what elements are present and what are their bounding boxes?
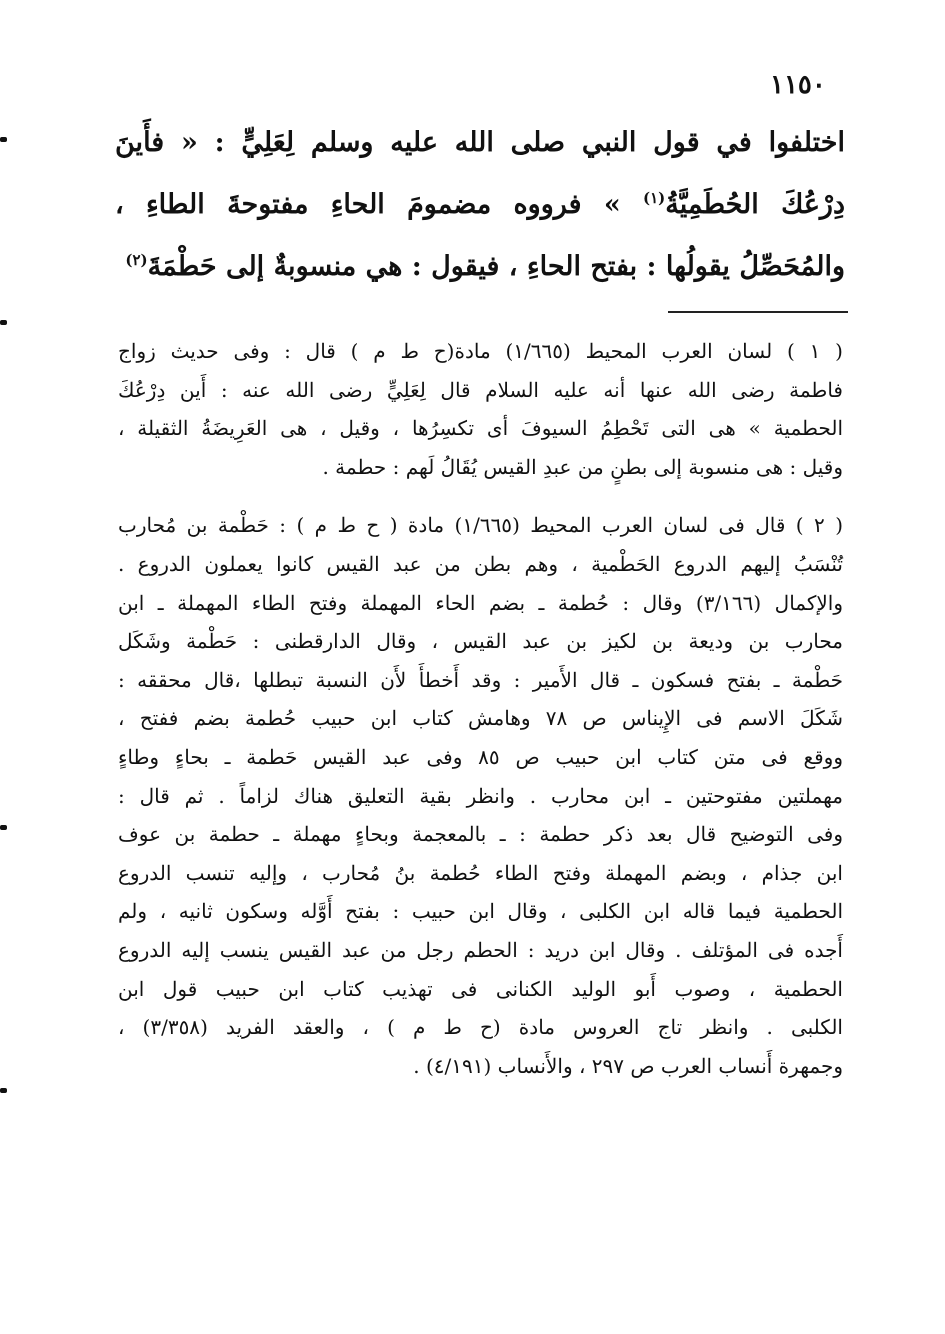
footnote-2-line: الحطمية ، وصوب أَبو الوليد الكنانى فى تهذيب كتاب ابن حبيب قول ابن [118, 976, 843, 1001]
footnote-2-line: وجمهرة أَنساب العرب ص ٢٩٧ ، والأَنساب (٤/١٩١) . [413, 1053, 843, 1078]
binding-mark [0, 1088, 7, 1093]
footnote-2-line: أَجده فى المؤتلف . وقال ابن دريد : الحطم رجل من عبد القيس ينسب إليه الدروع [118, 937, 843, 962]
footnote-2-line: حَطْمة ـ بفتح فسكون ـ قال الأَمير : وقد أَخطأَ لأَن النسبة تبطلها ،قال محققه : [118, 667, 843, 692]
main-line-2 [115, 174, 845, 236]
footnote-2-line: ووقع فى متن كتاب ابن حبيب ص ٨٥ وفى عبد القيس حَطمة ـ بحاءٍ وطاءٍ [118, 744, 843, 769]
binding-mark [0, 320, 7, 325]
main-text [115, 112, 845, 298]
footnote-2-line: وفى التوضيح قال بعد ذكر حطمة : ـ بالمعجمة وبحاءٍ مهملة ـ حطمة بن عوف [118, 822, 843, 847]
footnote-1-line: ( ١ ) لسان العرب المحيط (١/٦٦٥) مادة(ح ط م ) قال : وفى حديث زواج [118, 339, 843, 363]
main-line-1: اختلفوا في قول النبي صلى الله عليه وسلم لِعَلِيٍّ : « فأَينَ [115, 127, 845, 158]
main-line-3 [115, 236, 845, 298]
footnote-2-line: الحطمية فيما قاله ابن الكلبى ، وقال ابن حبيب : بفتح أَوَّله وسكون ثانيه ، ولم [118, 899, 843, 924]
footnote-2-line: والإكمال (٣/١٦٦) وقال : حُطمة ـ بضم الحاء المهملة وفتح الطاء المهملة ـ ابن [118, 590, 843, 615]
main-line-2-start: دِرْعُكَ الحُطَمِيَّةُ [665, 189, 845, 220]
footnote-2-line: تُنْسَبُ إليهم الدروع الحَطْمية ، وهم بطن من عبد القيس كانوا يعملون الدروع . [118, 551, 843, 576]
footnote-1 [118, 332, 843, 486]
footnote-1-line: وقيل : هى منسوبة إلى بطنٍ من عبدِ القيس يُقَالُ لَهم : حطمة . [322, 454, 843, 479]
footnotes [118, 332, 843, 1085]
main-line-3-text: والمُحَصِّلُ يقولُها : بفتح الحاءِ ، فيقول : هي منسوبةٌ إلى حَطْمَةَ [147, 251, 845, 282]
main-line-2-end: » فرووه مضمومَ الحاءِ مفتوحةَ الطاءِ ، [115, 189, 643, 220]
main-paragraph [115, 112, 845, 298]
binding-mark [0, 825, 7, 830]
footnote-2-line: ابن جذام ، وبضم المهملة وفتح الطاء حُطمة بنُ مُحارب ، وإليه تنسب الدروع [118, 860, 843, 885]
footnote-gap [118, 486, 843, 506]
footnote-2 [118, 506, 843, 1085]
footnote-2-line: ( ٢ ) قال فى لسان العرب المحيط (١/٦٦٥) مادة ( ح ط م ) : حَطْمة بن مُحارب [118, 513, 844, 538]
binding-mark [0, 137, 7, 142]
footnote-ref-1: (١) [642, 189, 666, 207]
footnote-ref-2: (٢) [125, 251, 148, 269]
footnote-2-line: الكلبى . وانظر تاج العروس مادة (ح ط م ) ، والعقد الفريد (٣/٣٥٨) ، [118, 1015, 843, 1040]
footnote-1-line: الحطمية » هى التى تَحْطِمُ السيوفَ أى تكسِرُها ، وقيل ، هى العَرِيضَةُ الثقيلة ، [118, 416, 843, 441]
footnote-2-line: محارب بن وديعة بن لكيز بن عبد القيس ، وقال الدارقطنى : حَطْمة وشَكَل [118, 629, 843, 654]
footnote-1-line: فاطمة رضى الله عنها أنه عليه السلام قال لِعَلِيٍّ رضى الله عنه : أَين دِرْعُكَ [118, 377, 843, 402]
footnote-separator [668, 311, 848, 313]
page-number: ١١٥٠ [770, 70, 826, 100]
footnote-2-line: شَكَلَ الاسم فى الإِيناس ص ٧٨ وهامش كتاب ابن حبيب حُطمة بضم ففتح ، [118, 706, 844, 731]
footnote-2-line: مهملتين مفتوحتين ـ ابن محارب . وانظر بقية التعليق هناك لزاماً . ثم قال : [118, 783, 843, 808]
